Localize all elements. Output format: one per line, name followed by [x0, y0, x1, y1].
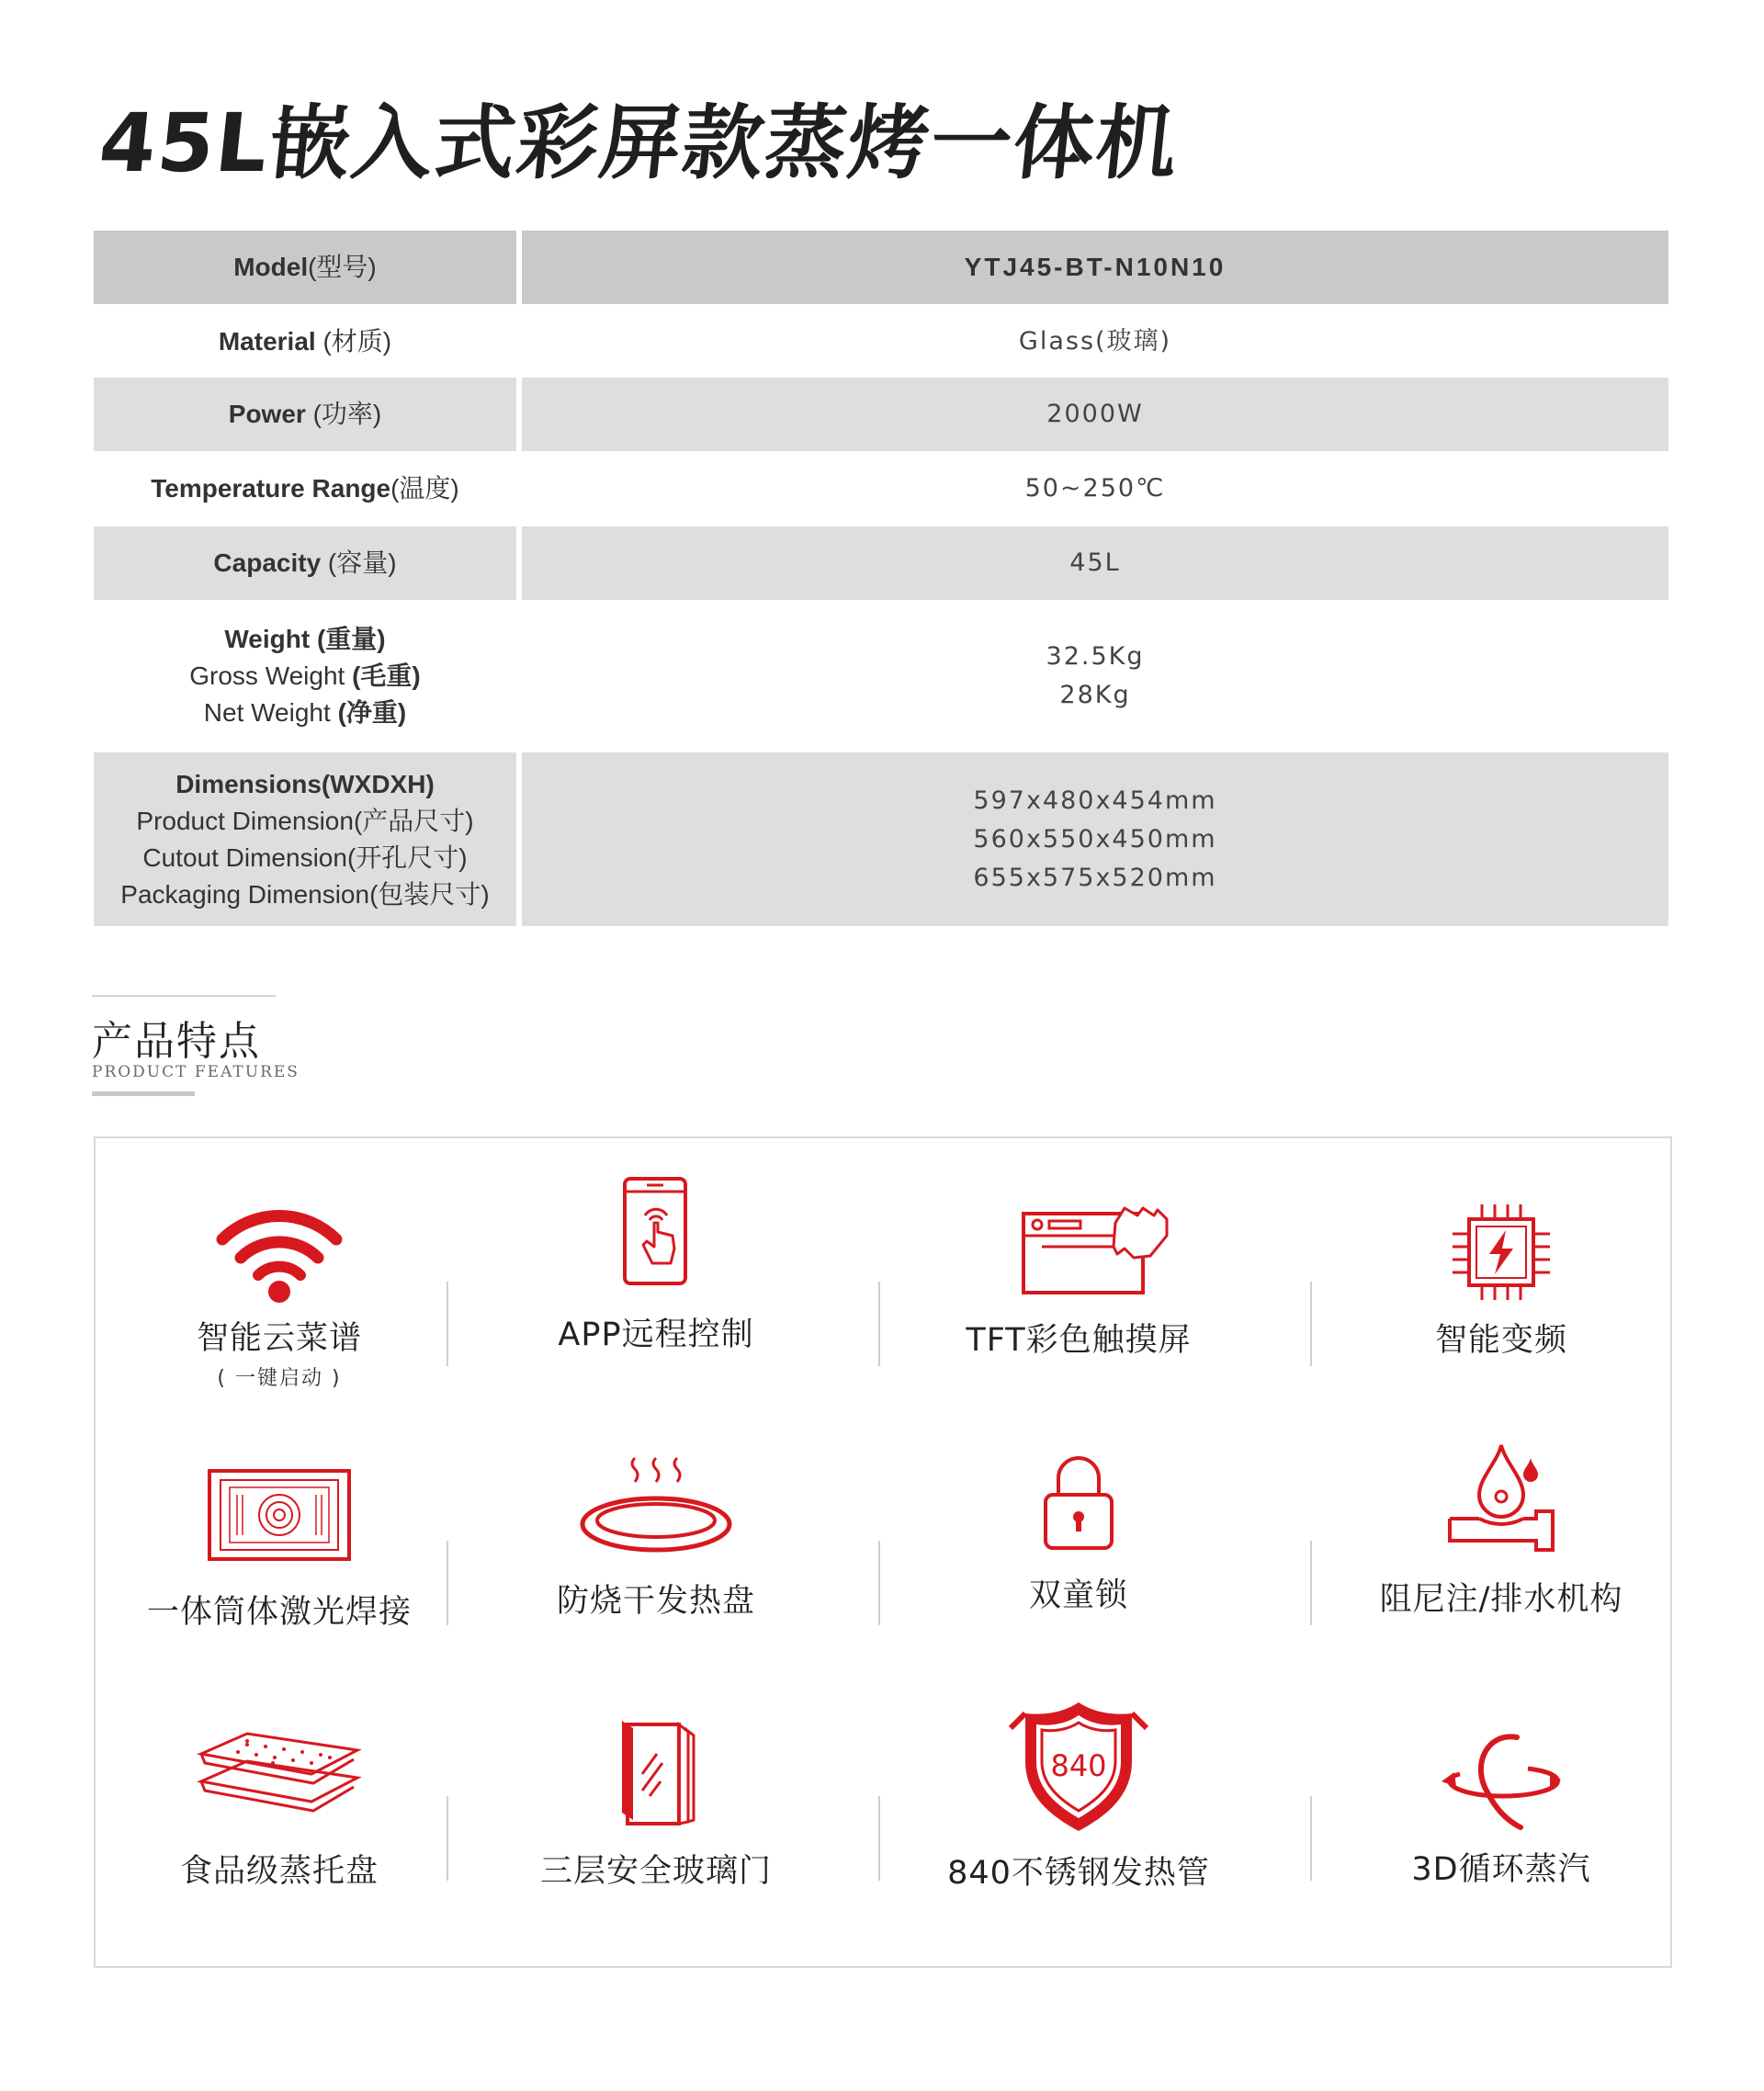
water-drop-icon: [1446, 1441, 1556, 1559]
feature-damped-water-mechanism: [1317, 1441, 1685, 1620]
spec-row-capacity: [94, 526, 1668, 600]
spec-row-model: [94, 231, 1668, 304]
spec-label: Temperature Range(温度): [151, 474, 459, 503]
oven-cavity-icon: [206, 1467, 353, 1563]
feature-label: 双童锁: [1028, 1577, 1128, 1614]
feature-label: 840不锈钢发热管: [947, 1855, 1210, 1892]
spec-row-temperature: [94, 451, 1668, 526]
shield-badge-text: 840: [1050, 1748, 1107, 1783]
spec-value: YTJ45-BT-N10N10: [522, 231, 1668, 304]
shield-icon: [1005, 1697, 1152, 1835]
touch-panel-icon: [987, 1203, 1170, 1294]
feature-label: 防烧干发热盘: [556, 1583, 755, 1620]
feature-label: 一体筒体激光焊接: [146, 1594, 412, 1631]
divider: [92, 995, 276, 997]
steam-tray-icon: [192, 1726, 367, 1818]
feature-child-lock: [895, 1452, 1262, 1616]
spec-label: Material (材质): [218, 327, 392, 356]
feature-anti-dry-heating-plate: [472, 1454, 840, 1622]
phone-touch-icon: [619, 1175, 693, 1289]
spec-value: 2000W: [522, 378, 1668, 451]
wifi-icon: [215, 1203, 344, 1304]
features-subtitle: PRODUCT FEATURES: [92, 1063, 300, 1081]
spec-label: Power (功率): [94, 378, 516, 451]
feature-sublabel: ( 一键启动 ): [217, 1367, 342, 1390]
spec-value: Glass(玻璃): [1018, 327, 1172, 356]
chip-bolt-icon: [1449, 1201, 1554, 1304]
spec-table: [94, 231, 1668, 926]
feature-840-stainless-heating-tube: [895, 1697, 1262, 1893]
divider: [878, 1282, 880, 1366]
feature-tft-touch-screen: [895, 1203, 1262, 1361]
divider: [878, 1541, 880, 1625]
feature-triple-glass-door: [472, 1717, 840, 1892]
heating-plate-icon: [578, 1454, 734, 1557]
feature-label: 三层安全玻璃门: [539, 1853, 772, 1890]
divider: [1310, 1796, 1312, 1881]
glass-layers-icon: [615, 1717, 697, 1827]
spec-row-dimensions: [94, 752, 1668, 926]
feature-label: APP远程控制: [558, 1317, 754, 1353]
spec-label: Dimensions(WXDXH) Product Dimension(产品尺寸) Cutout Dimension(开孔尺寸) Packaging Dimension(包装尺寸): [94, 752, 516, 926]
spec-row-power: [94, 378, 1668, 451]
spec-row-material: [94, 306, 1668, 378]
feature-food-grade-tray: [96, 1726, 463, 1892]
features-title: 产品特点: [92, 1018, 261, 1065]
3d-circulation-icon: [1432, 1728, 1570, 1831]
divider: [878, 1796, 880, 1881]
spec-value: 50~250℃: [1024, 474, 1166, 503]
feature-label: 3D循环蒸汽: [1411, 1851, 1591, 1888]
spec-value: 597x480x454mm 560x550x450mm 655x575x520mm: [522, 752, 1668, 926]
spec-label: Capacity (容量): [94, 526, 516, 600]
feature-label: 阻尼注/排水机构: [1379, 1581, 1623, 1618]
spec-value: 32.5Kg 28Kg: [1046, 642, 1145, 709]
divider: [92, 1091, 195, 1096]
feature-laser-welded-cavity: [96, 1467, 463, 1633]
feature-label: 智能云菜谱: [196, 1320, 362, 1357]
spec-value: 45L: [522, 526, 1668, 600]
feature-label: 智能变频: [1434, 1322, 1567, 1359]
spec-row-weight: [94, 600, 1668, 752]
feature-smart-cloud-recipe: [96, 1203, 463, 1391]
page-title: 45L嵌入式彩屏款蒸烤一体机: [95, 96, 1184, 190]
feature-label: 食品级蒸托盘: [179, 1853, 379, 1890]
feature-app-remote-control: [472, 1175, 840, 1355]
features-panel: [94, 1136, 1672, 1968]
divider: [1310, 1541, 1312, 1625]
feature-smart-inverter: [1317, 1201, 1685, 1361]
feature-label: TFT彩色触摸屏: [966, 1322, 1192, 1359]
lock-icon: [1040, 1452, 1117, 1552]
feature-3d-steam-circulation: [1317, 1728, 1685, 1890]
divider: [1310, 1282, 1312, 1366]
spec-label: Weight (重量) Gross Weight (毛重) Net Weight (净重): [189, 625, 421, 727]
spec-label: Model(型号): [94, 231, 516, 304]
